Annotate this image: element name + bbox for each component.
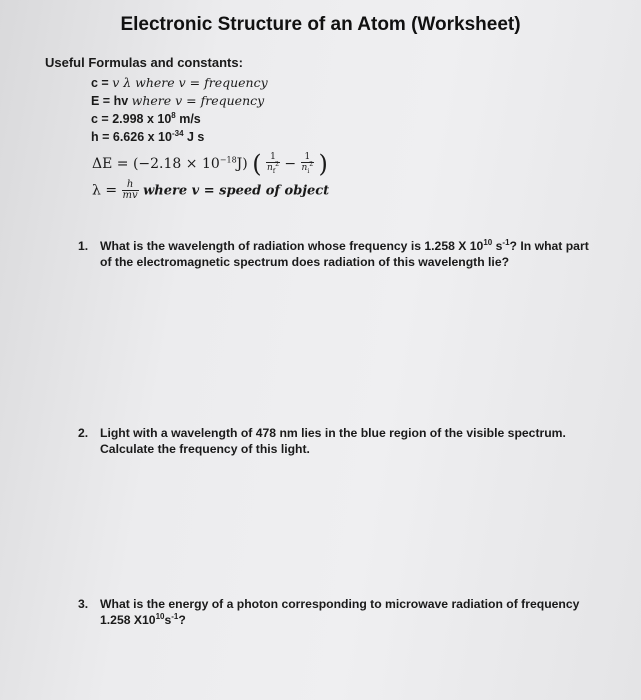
question-line: of the electromagnetic spectrum does radiation of this wavelength lie? <box>100 255 510 269</box>
energy-exponent: −18 <box>219 155 237 165</box>
question-text <box>100 425 620 457</box>
formula-text: E = hv <box>91 94 132 108</box>
worksheet-title: Electronic Structure of an Atom (Worksheet) <box>120 14 521 35</box>
constant-exponent: 8 <box>171 110 176 120</box>
fraction-numerator: h <box>122 180 139 191</box>
question-1 <box>78 237 589 269</box>
constant-unit: m/s <box>175 112 201 126</box>
fraction-denominator: mv <box>122 190 138 201</box>
open-paren: ( <box>252 150 262 178</box>
constant-text: h = 6.626 x 10 <box>91 130 172 144</box>
fraction-denominator: $n_i^2$ <box>301 160 314 175</box>
question-2 <box>78 425 566 456</box>
question-number: 3. <box>78 597 89 611</box>
energy-unit: J) <box>236 156 248 172</box>
formula-math: where v = frequency <box>131 93 265 108</box>
fraction-initial <box>301 152 315 177</box>
question-line: 1.258 $X10^{10}s^{-1}$? <box>100 611 186 627</box>
question-text <box>100 238 620 270</box>
constant-exponent: -34 <box>171 128 184 138</box>
debroglie-fraction <box>122 180 139 201</box>
question-3 <box>78 596 580 627</box>
question-line: What is the energy of a photon corresponding to microwave radiation of frequency <box>100 597 580 611</box>
debroglie-rest: where v = speed of object <box>143 183 330 199</box>
fraction-denominator: $n_f^2$ <box>267 160 279 175</box>
question-line: Light with a wavelength of 478 nm lies in the blue region of the visible spectrum. <box>100 426 566 440</box>
question-number: 1. <box>78 239 89 253</box>
formula-list <box>91 74 268 146</box>
close-paren: ) <box>318 150 328 178</box>
question-line: Calculate the frequency of this light. <box>100 442 310 456</box>
constant-text: c = 2.998 x 10 <box>91 112 172 126</box>
question-number: 2. <box>78 426 89 440</box>
question-line: What is the wavelength of radiation whose frequency is 1.258 X $10^{10}$ $s^{-1}$? In what part <box>100 237 589 253</box>
energy-level-formula <box>92 150 328 178</box>
fraction-numerator: 1 <box>301 152 315 163</box>
energy-lhs: ΔE = (−2.18 × 10 <box>92 156 220 172</box>
formula-speed-of-light <box>91 74 268 92</box>
question-text <box>100 596 620 628</box>
constant-unit: J s <box>183 130 205 144</box>
formula-text: c = <box>91 76 113 90</box>
constant-c <box>91 110 268 128</box>
constant-h <box>91 128 268 146</box>
formula-energy-frequency <box>91 92 268 110</box>
formulas-heading: Useful Formulas and constants: <box>45 55 243 70</box>
fraction-numerator: 1 <box>266 152 280 163</box>
debroglie-lhs: λ = <box>92 182 118 199</box>
formula-math: v λ where v = frequency <box>112 75 268 90</box>
de-broglie-formula <box>92 180 329 201</box>
fraction-final <box>266 152 280 177</box>
minus-sign: − <box>284 156 297 172</box>
